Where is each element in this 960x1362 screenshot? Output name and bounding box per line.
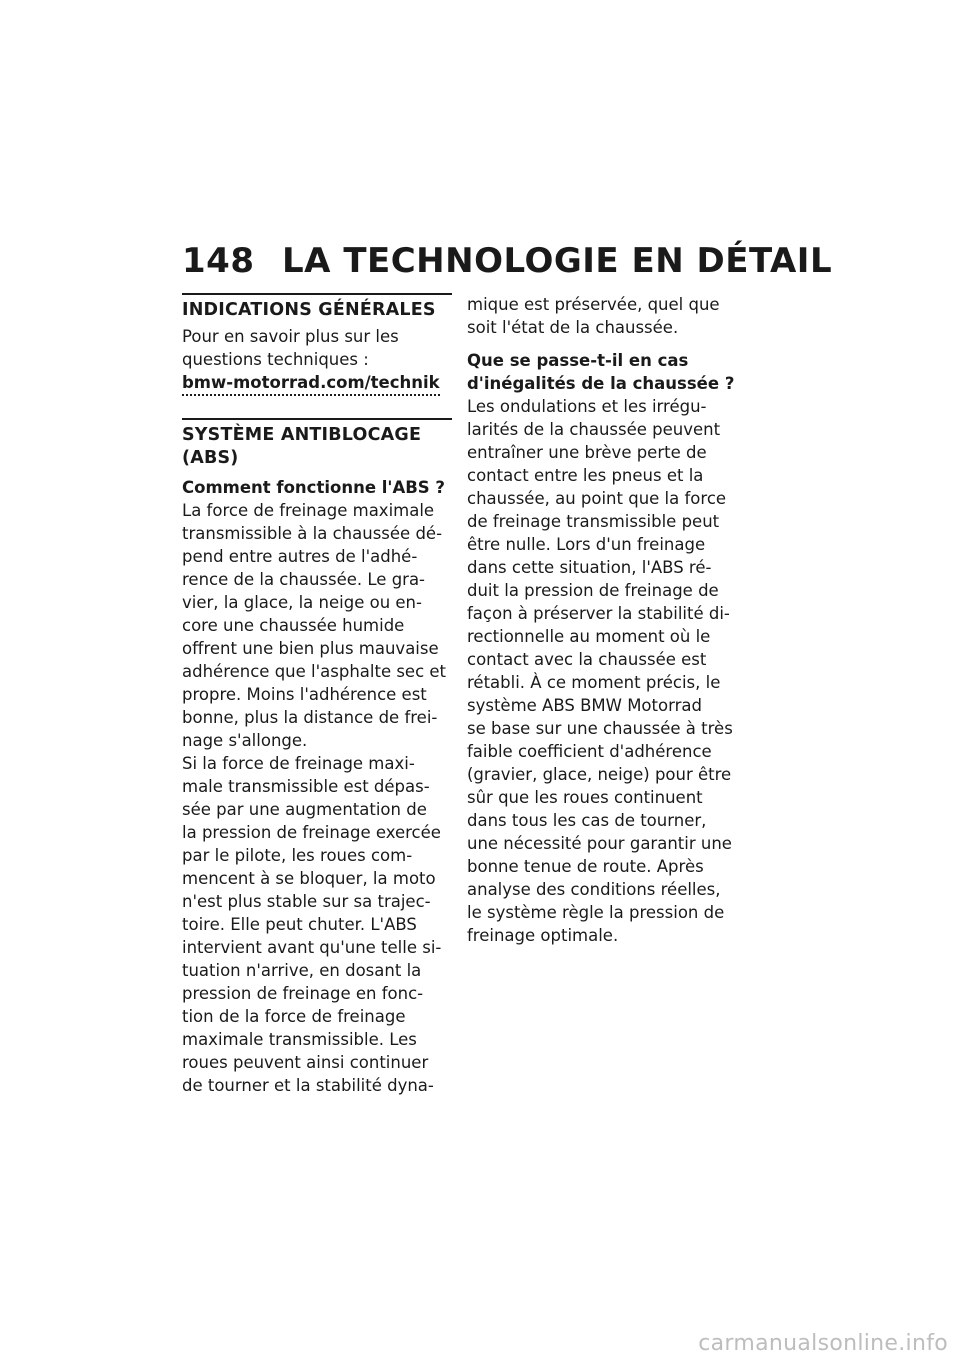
abs-question-heading: Comment fonctionne l'ABS ? [182, 478, 446, 497]
road-irregularities-heading: Que se passe-t-il en cas d'inégalités de la chaussée ? [467, 351, 735, 393]
chapter-title: LA TECHNOLOGIE EN DÉTAIL [282, 241, 833, 281]
watermark: carmanualsonline.info [698, 1331, 948, 1356]
left-column [182, 293, 452, 1097]
abs-heading: SYSTÈME ANTIBLOCAGE (ABS) [182, 425, 422, 468]
abs-paragraph-1: La force de freinage maximale transmissible à la chaussée dé- pend entre autres de l'adhé- rence de la chaussée. Le gra- vier, la glace, la neige ou en- core une chaussée humide offrent une bien plus mauvaise adhérence que l'asphalte sec et propre. Moins l'adhérence est bonne, plus la distance de frei- nage s'allonge. [182, 501, 447, 750]
road-irregularities-paragraph: Les ondulations et les irrégu- larités de la chaussée peuvent entraîner une brève perte de contact entre les pneus et la chaussée, au point que la force de freinage transmissible peut être nulle. Lors d'un freinage dans cette situation, l'ABS ré- duit la pression de freinage de façon à préserver la stabilité di- rectionnelle au moment où le contact avec la chaussée est rétabli. À ce moment précis, le système ABS BMW Motorrad se base sur une chaussée à très faible coefficient d'adhérence (gravier, glace, neige) pour être sûr que les roues continuent dans tous les cas de tourner, une nécessité pour garantir une bonne tenue de route. Après analyse des conditions réelles, le système règle la pression de freinage optimale. [467, 397, 733, 945]
right-column [467, 293, 737, 947]
general-info-heading: INDICATIONS GÉNÉRALES [182, 300, 436, 320]
technik-link[interactable]: bmw-motorrad.com/technik [182, 371, 440, 396]
general-info-text: Pour en savoir plus sur les questions techniques : [182, 327, 399, 369]
section-divider [182, 418, 452, 420]
abs-paragraph-continuation: mique est préservée, quel que soit l'état de la chaussée. [467, 295, 720, 337]
abs-paragraph-2: Si la force de freinage maxi- male transmissible est dépas- sée par une augmentation de la pression de freinage exercée par le pilote, les roues com- mencent à se bloquer, la moto n'est plus stable sur sa trajec- toire. Elle peut chuter. L'ABS intervient avant qu'une telle si- tuation n'arrive, en dosant la pression de freinage en fonc- tion de la force de freinage maximale transmissible. Les roues peuvent ainsi continuer de tourner et la stabilité dyna- [182, 754, 442, 1095]
page-number: 148 [182, 241, 255, 281]
section-divider [182, 293, 452, 295]
page-header [182, 236, 833, 286]
